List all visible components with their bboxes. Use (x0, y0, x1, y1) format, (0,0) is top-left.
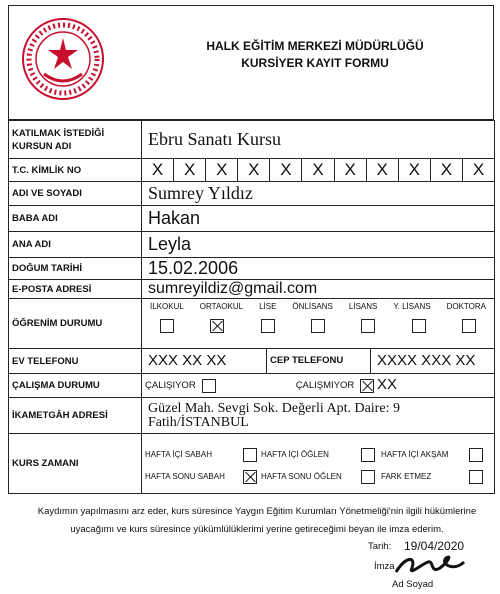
title-line2: KURSİYER KAYIT FORMU (241, 56, 389, 70)
edu-option-label: İLKOKUL (150, 302, 184, 311)
work-label: ÇALIŞMA DURUMU (9, 374, 142, 398)
time-wd-noon-checkbox[interactable] (361, 448, 375, 462)
edu-checkbox-ylisans[interactable] (412, 319, 426, 333)
time-weekday-row (142, 444, 494, 470)
edu-checkbox-lise[interactable] (261, 319, 275, 333)
tc-label: T.C. KİMLİK NO (9, 159, 142, 182)
work-options (142, 379, 494, 393)
time-any-checkbox[interactable] (469, 470, 483, 484)
edu-option-label: Y. LİSANS (393, 302, 431, 311)
time-wd-morning-label: HAFTA İÇİ SABAH (145, 450, 212, 459)
meb-seal-logo (22, 18, 104, 100)
signature-mark (392, 550, 472, 580)
name-sign-label: Ad Soyad (392, 579, 434, 590)
birth-value[interactable]: 15.02.2006 (142, 258, 495, 280)
father-label: BABA ADI (9, 206, 142, 232)
name-label: ADI VE SOYADI (9, 182, 142, 206)
time-wd-evening-checkbox[interactable] (469, 448, 483, 462)
edu-checkbox-onlisans[interactable] (311, 319, 325, 333)
tc-digit-row (142, 159, 494, 181)
edu-option-label: ÖNLİSANS (292, 302, 333, 311)
sign-label: İmza (374, 561, 395, 572)
form-title (150, 38, 480, 72)
edu-label: ÖĞRENİM DURUMU (9, 299, 142, 349)
time-we-noon-label: HAFTA SONU ÖĞLEN (261, 472, 342, 481)
address-line2: Fatih/İSTANBUL (148, 414, 249, 430)
tc-digit[interactable]: X (173, 159, 205, 181)
time-we-morning-checkbox[interactable] (243, 470, 257, 484)
email-label: E-POSTA ADRESİ (9, 280, 142, 299)
birth-label: DOĞUM TARİHİ (9, 258, 142, 280)
edu-option-label: LİSANS (348, 302, 378, 311)
edu-checkbox-ortaokul[interactable] (210, 319, 224, 333)
edu-checkboxes (142, 311, 494, 333)
mother-label: ANA ADI (9, 232, 142, 258)
time-weekend-row (142, 470, 494, 484)
father-value[interactable]: Hakan (142, 206, 495, 232)
time-wd-morning-checkbox[interactable] (243, 448, 257, 462)
time-label: KURS ZAMANI (9, 434, 142, 494)
work-no-label: ÇALIŞMIYOR (295, 380, 355, 391)
work-yes-checkbox[interactable] (202, 379, 216, 393)
edu-checkbox-ilkokul[interactable] (160, 319, 174, 333)
work-no-checkbox[interactable] (360, 379, 374, 393)
tc-digit[interactable]: X (366, 159, 398, 181)
time-wd-evening-label: HAFTA İÇİ AKŞAM (381, 450, 449, 459)
mother-value[interactable]: Leyla (142, 232, 495, 258)
time-any-label: FARK ETMEZ (381, 472, 432, 481)
tc-digit[interactable]: X (269, 159, 301, 181)
course-label: KATILMAK İSTEDİĞİ KURSUN ADI (9, 121, 142, 159)
address-line1: Güzel Mah. Sevgi Sok. Değerli Apt. Daire: 9 (148, 400, 400, 416)
edu-option-label: LİSE (259, 302, 277, 311)
mobile-value[interactable]: XXXX XXX XX XX (370, 349, 494, 373)
tc-digit[interactable]: X (398, 159, 430, 181)
edu-options (142, 299, 494, 311)
edu-option-label: DOKTORA (446, 302, 486, 311)
address-value[interactable] (142, 398, 495, 434)
edu-checkbox-lisans[interactable] (361, 319, 375, 333)
name-value[interactable]: Sumrey Yıldız (142, 182, 495, 206)
title-line1: HALK EĞİTİM MERKEZİ MÜDÜRLÜĞÜ (206, 39, 424, 53)
date-label: Tarih: (368, 541, 392, 552)
work-yes-label: ÇALIŞIYOR (145, 380, 196, 391)
tc-digit[interactable]: X (151, 160, 164, 179)
home-phone-label: EV TELEFONU (9, 349, 142, 374)
tc-digit[interactable]: X (237, 159, 269, 181)
date-value[interactable]: 19/04/2020 (404, 539, 465, 553)
course-value[interactable]: Ebru Sanatı Kursu (142, 121, 495, 159)
tc-digit[interactable]: X (205, 159, 237, 181)
edu-checkbox-doktora[interactable] (462, 319, 476, 333)
tc-digit[interactable]: X (334, 159, 366, 181)
edu-option-label: ORTAOKUL (199, 302, 244, 311)
address-label: İKAMETGÂH ADRESİ (9, 398, 142, 434)
email-value[interactable]: sumreyildiz@gmail.com (142, 280, 495, 299)
time-we-noon-checkbox[interactable] (361, 470, 375, 484)
mobile-label: CEP TELEFONU (266, 349, 370, 373)
registration-form (8, 120, 495, 494)
footer-statement: Kaydımın yapılmasını arz eder, kurs süresince Yaygın Eğitim Kurumları Yönetmeliği'nin ilgili hükümlerine uyacağımı ve kurs süresince yükümlülüklerimi yerine getireceğimi beyan ile imza ederim. (37, 506, 477, 535)
tc-digit[interactable]: X (462, 159, 494, 181)
tc-digit[interactable]: X (430, 159, 462, 181)
tc-digit[interactable]: X (301, 159, 333, 181)
time-wd-noon-label: HAFTA İÇİ ÖĞLEN (261, 450, 329, 459)
home-phone-value[interactable]: XXX XX XX (148, 352, 227, 369)
time-we-morning-label: HAFTA SONU SABAH (145, 472, 225, 481)
